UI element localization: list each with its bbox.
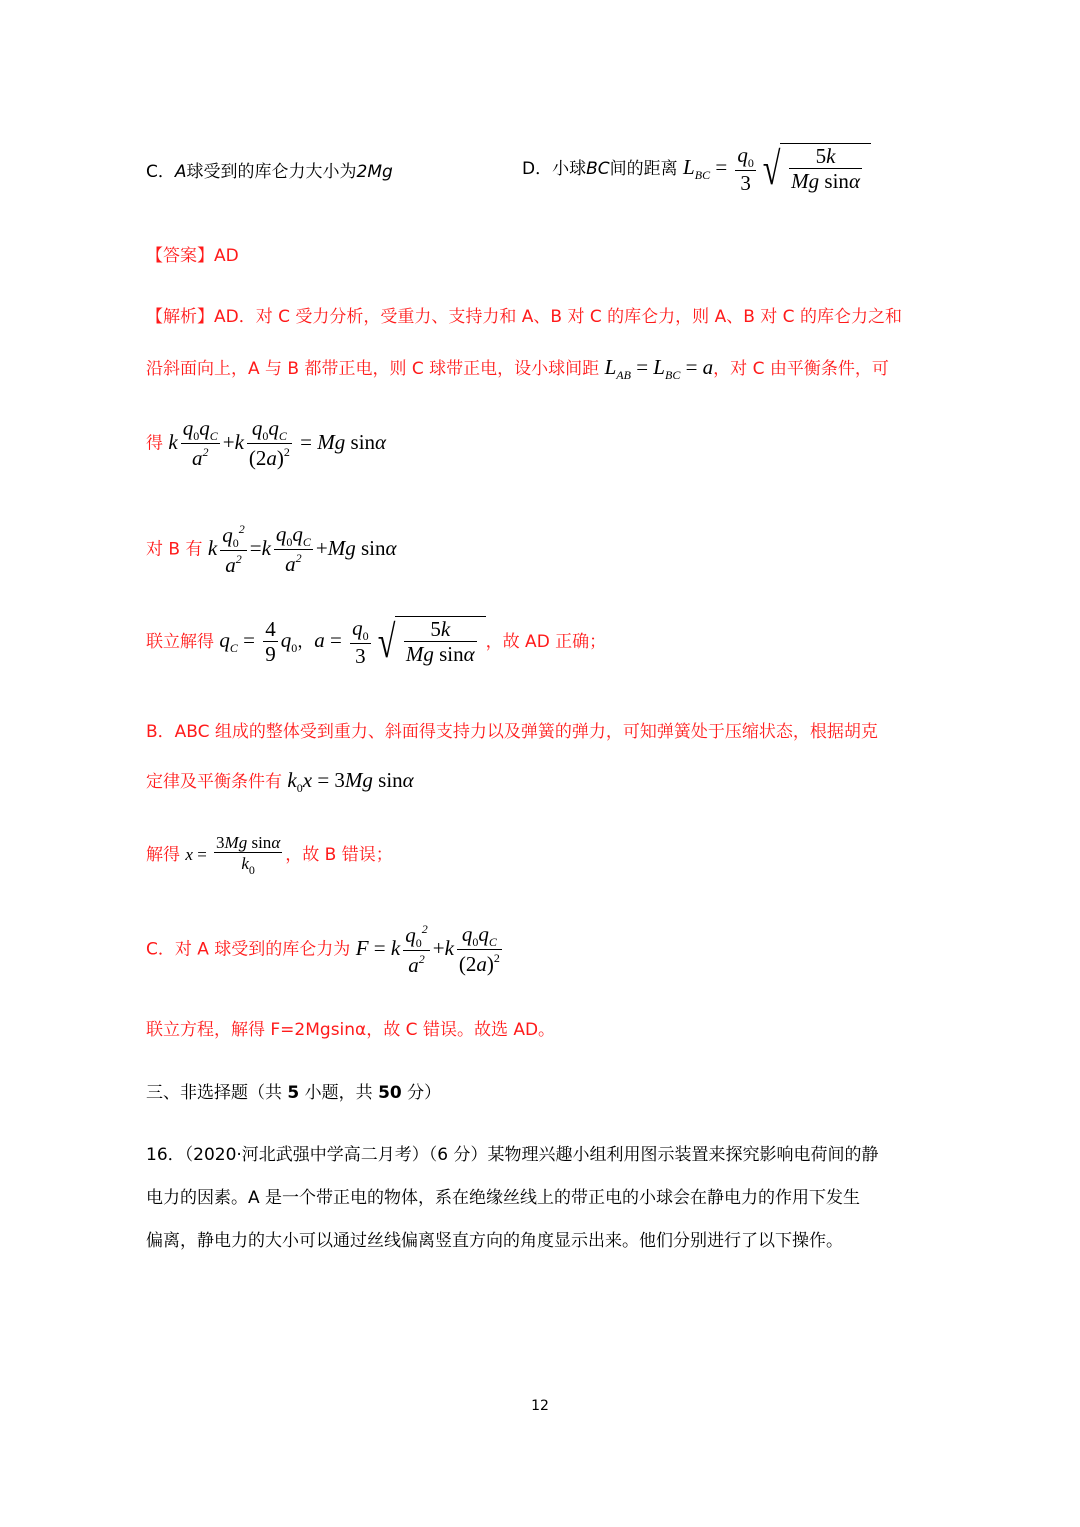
option-d: D．小球BC间的距离 $L_{BC}$ = $\frac{q_0}{3}$ √ $\frac{5k}{\text{Mg sinα}}$ [522, 143, 871, 195]
analysis-line-1: 【解析】AD．对 C 受力分析，受重力、支持力和 A、B 对 C 的库仑力，则 A、B 对 C 的库仑力之和 [146, 307, 902, 327]
analysis-line-7: 定律及平衡条件有 $k_0x = 3Mg$ sinα [146, 768, 414, 795]
analysis-line-10: 联立方程，解得 F=2Mgsinα，故 C 错误。故选 AD。 [146, 1020, 556, 1040]
page-number: 12 [531, 1398, 549, 1414]
analysis-line-2: 沿斜面向上，A 与 B 都带正电，则 C 球带正电，设小球间距 $L_{AB} = L_{BC} = a$，对 C 由平衡条件，可 [146, 355, 889, 382]
q16-line-1: 16．（2020·河北武强中学高二月考）（6 分）某物理兴趣小组利用图示装置来探究影响电荷间的静 [146, 1145, 879, 1165]
solution-qc-a: $q_C$ = $\frac{4}{9}$ $q_0$，a = $\frac{q_0}{3}$ √ $\frac{5k}{\text{Mg sinα}}$ [219, 632, 485, 652]
section-title: 三、非选择题（共 5 小题，共 50 分） [146, 1083, 442, 1103]
analysis-line-6: B．ABC 组成的整体受到重力、斜面得支持力以及弹簧的弹力，可知弹簧处于压缩状态，根据胡克 [146, 722, 878, 742]
analysis-line-5: 联立解得 $q_C$ = $\frac{4}{9}$ $q_0$，a = $\frac{q_0}{3}$ √ $\frac{5k}{\text{Mg sinα}}$ ，故 AD 正确； [146, 615, 607, 668]
q16-line-3: 偏离，静电力的大小可以通过丝线偏离竖直方向的角度显示出来。他们分别进行了以下操作。 [146, 1231, 843, 1251]
equation-b-balance: k $\frac{q_0^2}{a^2}$ =k $\frac{q_0q_C}{a^2}$ +Mg sinα [207, 522, 397, 577]
equation-force-a: F = k $\frac{q_0^2}{a^2}$ +k $\frac{q_0q_C}{(2a)^2}$ [355, 922, 500, 977]
equation-c-balance: k $\frac{q_0q_C}{a^2}$ +k $\frac{q_0q_C}{(2a)^2}$ = Mg sinα [168, 416, 387, 470]
q16-line-2: 电力的因素。A 是一个带正电的物体，系在绝缘丝线上的带正电的小球会在静电力的作用下发生 [146, 1188, 861, 1208]
analysis-line-9: C．对 A 球受到的库仑力为 F = k $\frac{q_0^2}{a^2}$ +k $\frac{q_0q_C}{(2a)^2}$ [146, 923, 505, 976]
formula-lbc: $L_{BC}$ [683, 155, 711, 182]
answer-line: 【答案】AD [146, 246, 239, 266]
option-c: C．A球受到的库仑力大小为2Mg [146, 162, 393, 182]
analysis-line-3: 得 k $\frac{q_0q_C}{a^2}$ +k $\frac{q_0q_C}{(2a)^2}$ = Mg sinα [146, 416, 387, 470]
analysis-line-4: 对 B 有 k $\frac{q_0^2}{a^2}$ =k $\frac{q_0q_C}{a^2}$ +Mg sinα [146, 522, 397, 577]
analysis-line-8: 解得 x = $\frac{\text{3Mg sinα}}{k_0}$ ，故 B 错误； [146, 833, 393, 877]
